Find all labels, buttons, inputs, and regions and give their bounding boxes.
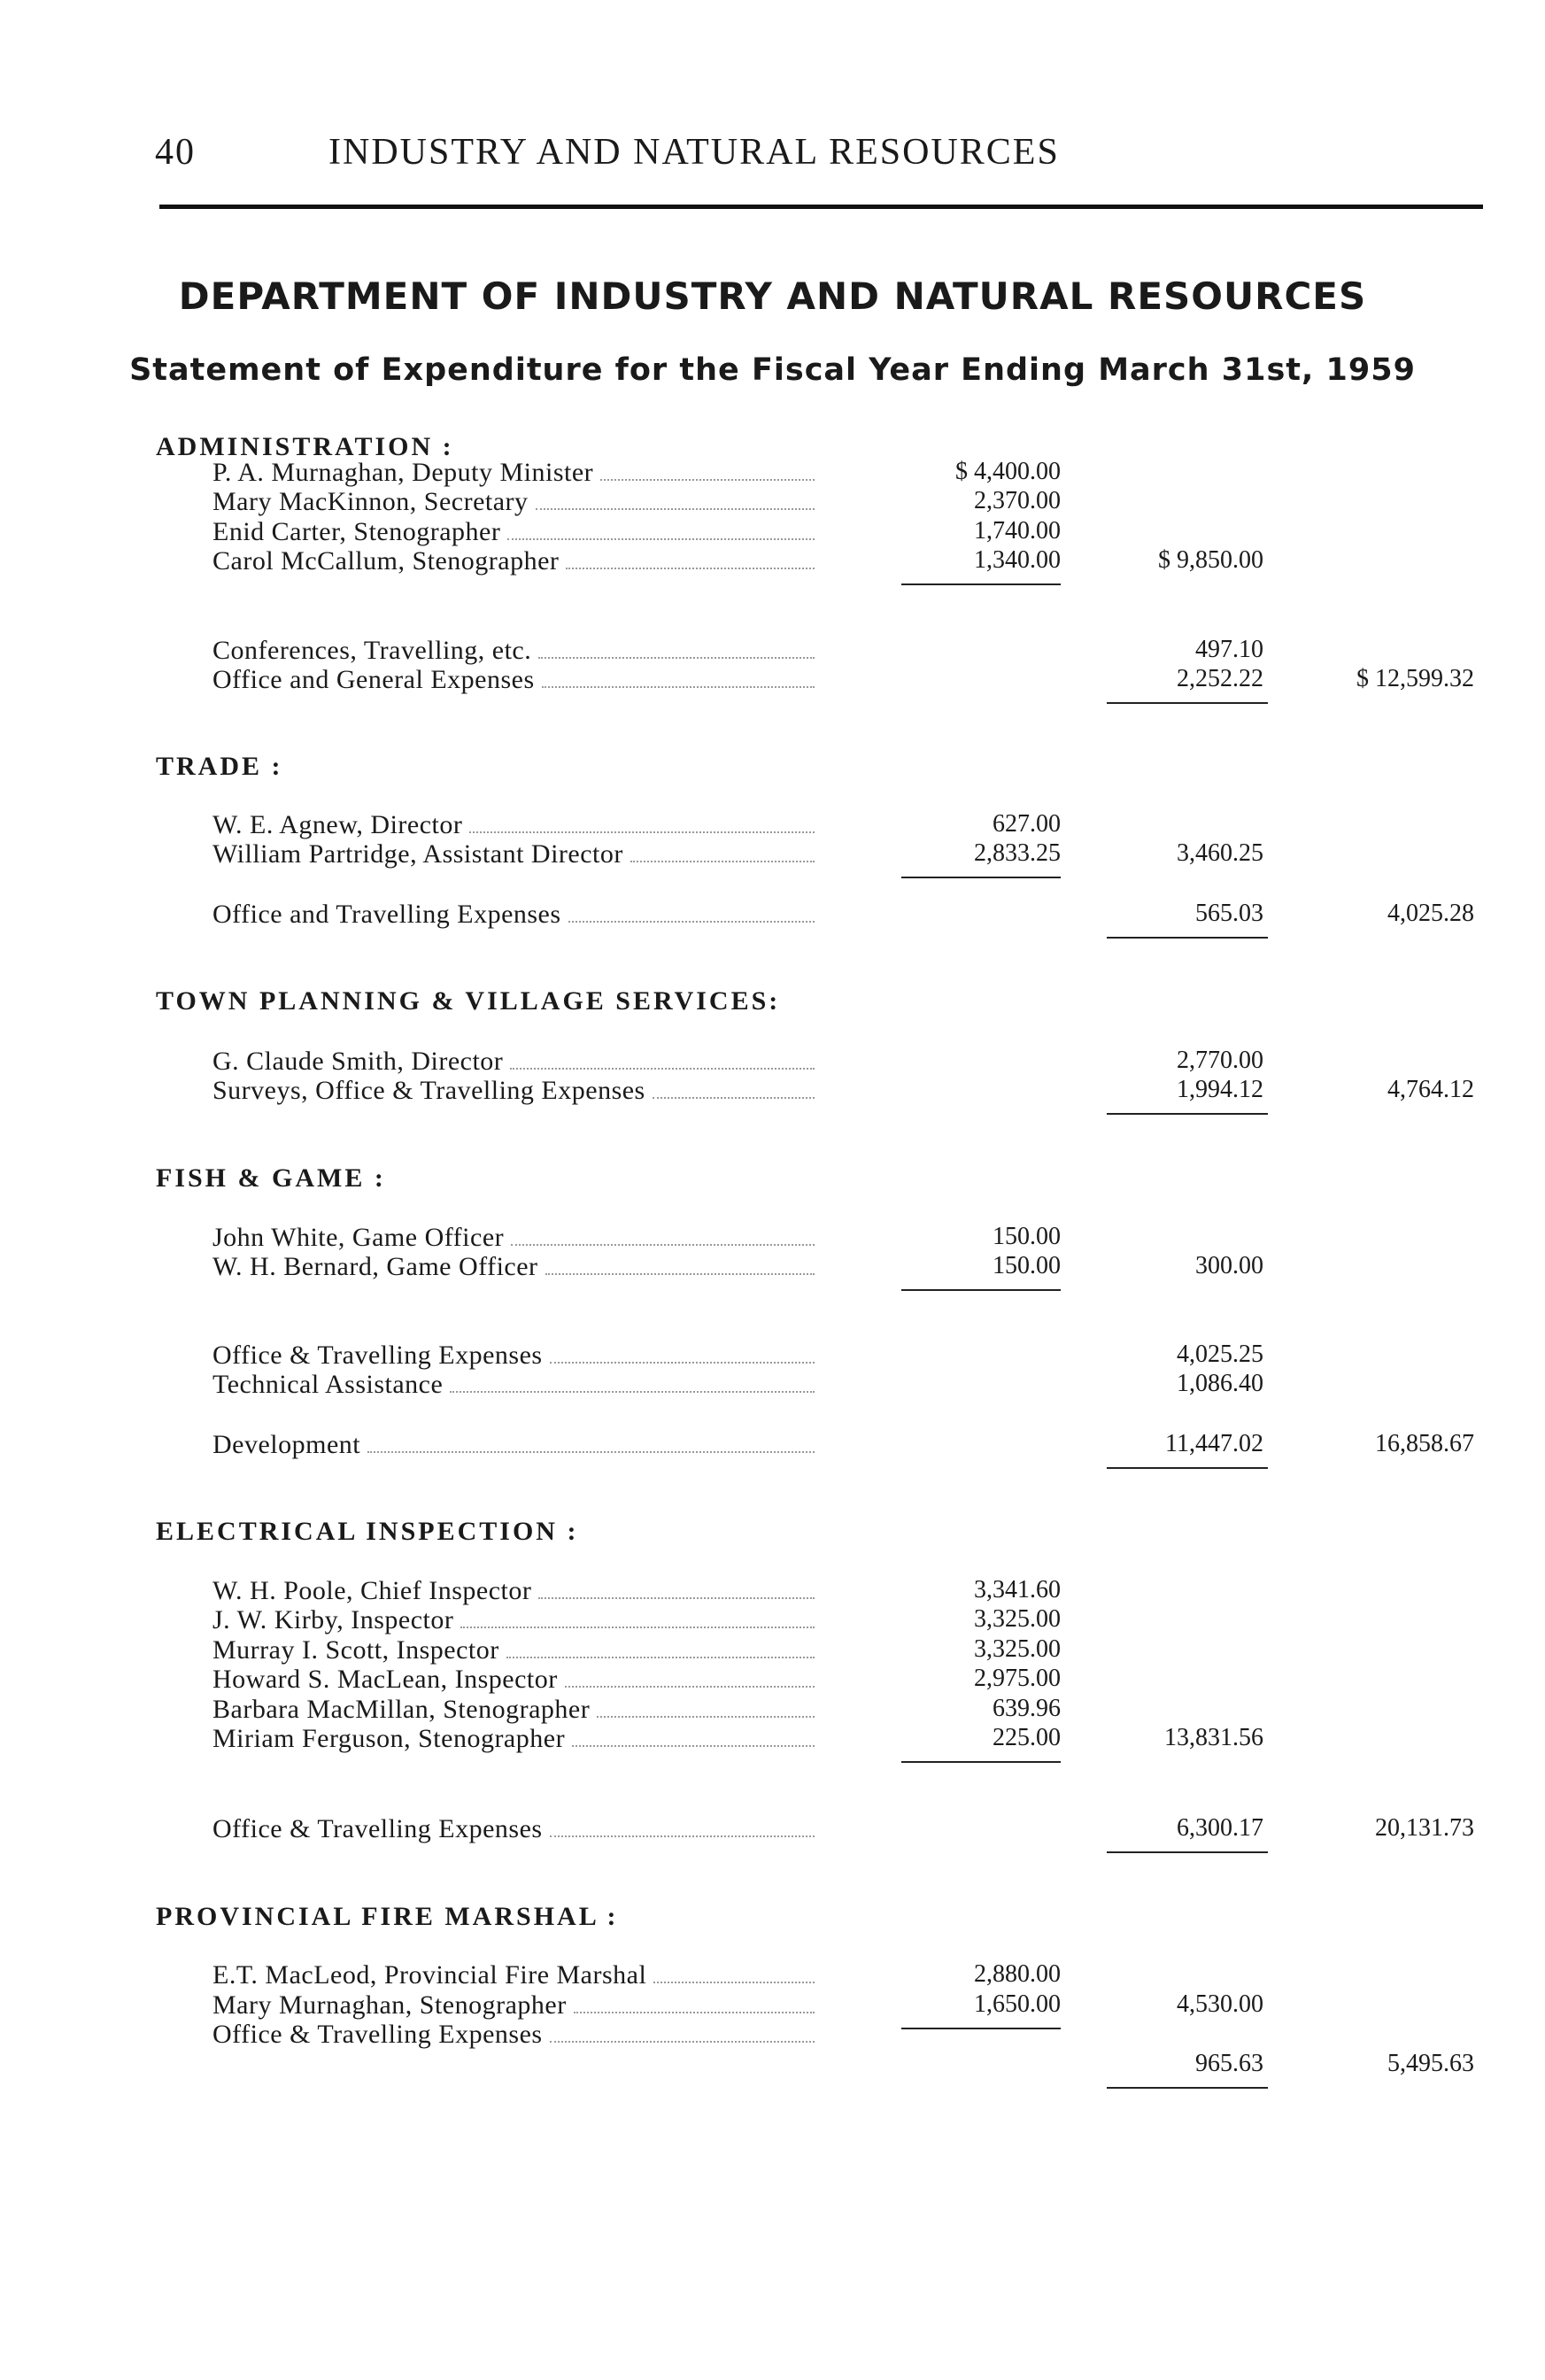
total-amount: 20,131.73 [1375, 1814, 1474, 1842]
statement-row [0, 1695, 1545, 1725]
header-rule [159, 205, 1483, 209]
item-amount: 639.96 [993, 1695, 1061, 1722]
section-heading: ADMINISTRATION : [156, 432, 454, 461]
subtotal-amount: 3,460.25 [1177, 839, 1263, 867]
row-label [212, 1576, 815, 1606]
dot-leader [367, 1451, 815, 1453]
subtotal-amount: 2,252.22 [1177, 665, 1263, 692]
label-text: Office & Travelling Expenses [212, 2020, 543, 2049]
dot-leader [460, 1627, 815, 1628]
statement-row [0, 1990, 1545, 2021]
item-amount: 1,740.00 [974, 517, 1061, 545]
dot-leader [538, 657, 815, 659]
row-label [212, 1990, 815, 2021]
item-amount: 2,833.25 [974, 839, 1061, 867]
subtotal-amount: 2,770.00 [1177, 1047, 1263, 1074]
label-text: W. H. Poole, Chief Inspector [212, 1576, 532, 1605]
page-title: DEPARTMENT OF INDUSTRY AND NATURAL RESOURCES [178, 274, 1367, 318]
statement-row [0, 517, 1545, 547]
section-heading: ELECTRICAL INSPECTION : [156, 1517, 579, 1546]
item-amount: 150.00 [993, 1252, 1061, 1279]
label-text: John White, Game Officer [212, 1223, 505, 1252]
label-text: Conferences, Travelling, etc. [212, 636, 532, 665]
dot-leader [550, 1362, 815, 1364]
dot-leader [550, 1835, 815, 1837]
dot-leader [511, 1244, 815, 1246]
statement-row [0, 665, 1545, 695]
label-text: Office and General Expenses [212, 665, 535, 694]
page-subtitle: Statement of Expenditure for the Fiscal Year Ending March 31st, 1959 [129, 352, 1416, 388]
label-text: Mary MacKinnon, Secretary [212, 487, 529, 516]
subtotal-amount: 300.00 [1195, 1252, 1263, 1279]
label-text: Murray I. Scott, Inspector [212, 1635, 499, 1665]
label-text: G. Claude Smith, Director [212, 1047, 504, 1076]
row-label [212, 1814, 815, 1844]
statement-row [0, 1370, 1545, 1400]
label-text: Development [212, 1430, 361, 1459]
label-text: W. H. Bernard, Game Officer [212, 1252, 538, 1281]
dot-leader [597, 1716, 815, 1718]
total-amount: 4,764.12 [1387, 1076, 1474, 1103]
underline-rule [901, 1289, 1061, 1291]
row-label [212, 810, 815, 840]
subtotal-amount: 497.10 [1195, 636, 1263, 663]
label-text: Howard S. MacLean, Inspector [212, 1665, 558, 1694]
dot-leader [600, 479, 815, 481]
underline-rule [1107, 1851, 1268, 1853]
row-label [212, 1370, 815, 1400]
label-text: Miriam Ferguson, Stenographer [212, 1724, 566, 1753]
underline-rule [901, 877, 1061, 878]
underline-rule [901, 583, 1061, 585]
dot-leader [574, 2012, 815, 2013]
underline-rule [1107, 2087, 1268, 2089]
underline-rule [1107, 1113, 1268, 1115]
section-heading: TOWN PLANNING & VILLAGE SERVICES: [156, 986, 781, 1016]
dot-leader [507, 538, 815, 540]
dot-leader [506, 1657, 815, 1658]
statement-row [0, 1076, 1545, 1106]
item-amount: 2,975.00 [974, 1665, 1061, 1692]
row-label [212, 839, 815, 869]
subtotal-amount: 4,025.25 [1177, 1341, 1263, 1368]
row-label [212, 458, 815, 488]
running-title: INDUSTRY AND NATURAL RESOURCES [328, 132, 1060, 173]
statement-row [0, 1047, 1545, 1077]
statement-row [0, 2020, 1545, 2050]
statement-row [0, 1665, 1545, 1695]
label-text: Office & Travelling Expenses [212, 1341, 543, 1370]
dot-leader [550, 2041, 815, 2043]
page-number: 40 [155, 132, 196, 173]
statement-row [0, 1724, 1545, 1754]
item-amount: 225.00 [993, 1724, 1061, 1751]
row-label [212, 1047, 815, 1077]
row-label [212, 546, 815, 576]
label-text: P. A. Murnaghan, Deputy Minister [212, 458, 594, 487]
statement-row [0, 636, 1545, 666]
running-header [155, 131, 1060, 174]
row-label [212, 1665, 815, 1695]
statement-row [0, 1960, 1545, 1990]
row-label [212, 1635, 815, 1665]
total-amount: 5,495.63 [1387, 2050, 1474, 2077]
dot-leader [450, 1391, 815, 1393]
item-amount: 150.00 [993, 1223, 1061, 1250]
row-label [212, 1695, 815, 1725]
dot-leader [565, 1686, 815, 1688]
statement-row [0, 1341, 1545, 1371]
underline-rule [1107, 937, 1268, 939]
item-amount: 3,325.00 [974, 1605, 1061, 1633]
statement-row [0, 1814, 1545, 1844]
item-amount: 3,341.60 [974, 1576, 1061, 1603]
subtotal-amount: 11,447.02 [1165, 1430, 1263, 1457]
row-label [212, 1724, 815, 1754]
underline-rule [1107, 702, 1268, 704]
underline-rule [901, 2028, 1061, 2029]
label-text: Technical Assistance [212, 1370, 444, 1399]
subtotal-amount: 965.63 [1195, 2050, 1263, 2077]
label-text: Office and Travelling Expenses [212, 900, 561, 929]
label-text: W. E. Agnew, Director [212, 810, 463, 839]
total-amount: 16,858.67 [1375, 1430, 1474, 1457]
row-label [212, 2020, 815, 2050]
item-amount: 627.00 [993, 810, 1061, 838]
item-amount: $ 4,400.00 [955, 458, 1061, 485]
row-label [212, 900, 815, 930]
dot-leader [538, 1597, 815, 1599]
dot-leader [653, 1097, 815, 1099]
dot-leader [653, 1982, 815, 1983]
statement-row [0, 810, 1545, 840]
statement-row [0, 546, 1545, 576]
section-heading: TRADE : [156, 752, 283, 781]
item-amount: 2,880.00 [974, 1960, 1061, 1988]
label-text: Office & Travelling Expenses [212, 1814, 543, 1843]
subtotal-amount: 1,994.12 [1177, 1076, 1263, 1103]
dot-leader [568, 921, 815, 923]
dot-leader [572, 1745, 815, 1747]
subtotal-amount: 4,530.00 [1177, 1990, 1263, 2018]
row-label [212, 1605, 815, 1635]
row-label [212, 636, 815, 666]
statement-row [0, 1252, 1545, 1282]
statement-row [0, 1223, 1545, 1253]
dot-leader [545, 1273, 815, 1275]
row-label [212, 1960, 815, 1990]
statement-row [0, 839, 1545, 869]
total-amount: 4,025.28 [1387, 900, 1474, 927]
statement-row [0, 2050, 1545, 2080]
item-amount: 2,370.00 [974, 487, 1061, 514]
label-text: Barbara MacMillan, Stenographer [212, 1695, 591, 1724]
dot-leader [542, 686, 815, 688]
subtotal-amount: $ 9,850.00 [1158, 546, 1263, 574]
label-text: Mary Murnaghan, Stenographer [212, 1990, 567, 2020]
dot-leader [566, 568, 815, 569]
subtotal-amount: 1,086.40 [1177, 1370, 1263, 1397]
row-label [212, 1341, 815, 1371]
subtotal-amount: 6,300.17 [1177, 1814, 1263, 1842]
label-text: Enid Carter, Stenographer [212, 517, 501, 546]
statement-row [0, 1605, 1545, 1635]
dot-leader [630, 861, 815, 862]
statement-row [0, 1635, 1545, 1665]
row-label [212, 487, 815, 517]
label-text: William Partridge, Assistant Director [212, 839, 623, 869]
label-text: E.T. MacLeod, Provincial Fire Marshal [212, 1960, 647, 1990]
underline-rule [901, 1761, 1061, 1763]
dot-leader [536, 508, 815, 510]
item-amount: 3,325.00 [974, 1635, 1061, 1663]
subtotal-amount: 13,831.56 [1164, 1724, 1263, 1751]
statement-row [0, 458, 1545, 488]
dot-leader [510, 1068, 815, 1070]
statement-row [0, 1430, 1545, 1460]
label-text: J. W. Kirby, Inspector [212, 1605, 454, 1634]
statement-row [0, 487, 1545, 517]
row-label [212, 1252, 815, 1282]
item-amount: 1,340.00 [974, 546, 1061, 574]
dot-leader [469, 831, 815, 833]
item-amount: 1,650.00 [974, 1990, 1061, 2018]
statement-row [0, 1576, 1545, 1606]
total-amount: $ 12,599.32 [1356, 665, 1474, 692]
section-heading: FISH & GAME : [156, 1163, 386, 1193]
row-label [212, 665, 815, 695]
row-label [212, 1430, 815, 1460]
section-heading: PROVINCIAL FIRE MARSHAL : [156, 1902, 619, 1931]
row-label [212, 517, 815, 547]
label-text: Surveys, Office & Travelling Expenses [212, 1076, 645, 1105]
row-label [212, 1223, 815, 1253]
underline-rule [1107, 1467, 1268, 1469]
row-label [212, 1076, 815, 1106]
statement-row [0, 900, 1545, 930]
label-text: Carol McCallum, Stenographer [212, 546, 560, 576]
subtotal-amount: 565.03 [1195, 900, 1263, 927]
